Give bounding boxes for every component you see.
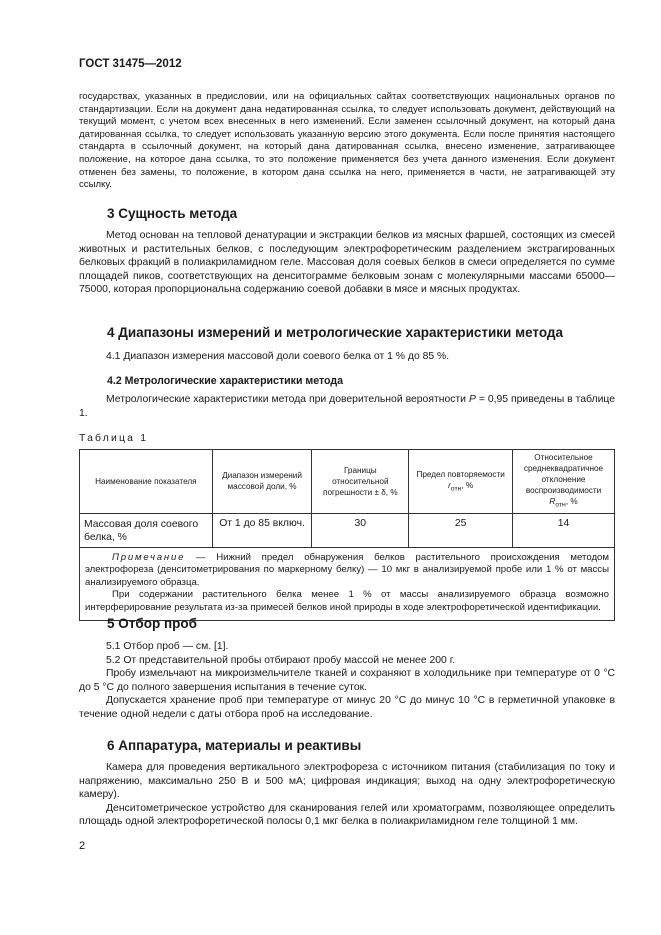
section-5-p3: Пробу измельчают на микроизмельчителе тканей и сохраняют в холодильнике при температуре от 0 °С до 5 °С до полного завершения испытания в течение суток.	[79, 668, 615, 693]
intro-paragraph	[79, 91, 615, 192]
section-5-2: 5.2 От представительной пробы отбирают пробу массой не менее 200 г.	[106, 654, 456, 666]
section-5-body	[79, 640, 615, 722]
section-3-body	[79, 229, 615, 297]
row-range: От 1 до 85 включ.	[212, 513, 312, 547]
row-reproducibility: 14	[513, 513, 615, 547]
section-3-heading: 3 Сущность метода	[107, 206, 238, 221]
section-5-heading: 5 Отбор проб	[107, 616, 197, 631]
section-4-2-text: Метрологические характеристики метода при доверительной вероятности P = 0,95 приведены в таблице 1.	[79, 394, 616, 419]
section-6-body	[79, 761, 615, 829]
note-2: При содержании растительного белка менее 1 % от массы анализируемого образца возможно интерферирование результата из-за примесей белков иной природы в ходе электрофоретической идентификации.	[85, 589, 609, 614]
section-3-paragraph: Метод основан на тепловой денатурации и экстракции белков из мясных фаршей, состоящих из смесей животных и растительных белков, с последующим электрофоретическим разделением экстрагированных белковых фракций в полиакриламидном геле. Массовая доля соевых белков в смеси определяется по сумме площадей пиков, соответствующих на денситограмме белковым зонам с молекулярными массами 65000—75000, которая пропорциональна содержанию соевой добавки в мясе и мясных продуктах.	[79, 230, 615, 296]
section-4-2-heading: 4.2 Метрологические характеристики метода	[107, 375, 343, 387]
section-6-p1: Камера для проведения вертикального электрофореза с источником питания (стабилизация по току и напряжению, максимально 250 В и 500 мА; цифровая индикация; выход на одну электрофоретическую камеру).	[79, 762, 615, 801]
page-number: 2	[79, 840, 86, 852]
row-bounds: 30	[312, 513, 409, 547]
section-5-p4: Допускается хранение проб при температуре от минус 20 °С до минус 10 °С в герметичной упаковке в течение одной недели с даты отбора проб на исследование.	[79, 695, 615, 720]
header-repeatability: Предел повторяемости $r_{отн}$, %	[409, 450, 513, 514]
table-header-row	[80, 450, 615, 514]
header-range: Диапазон измерений массовой доли, %	[212, 450, 312, 514]
table-row	[80, 513, 615, 547]
section-4-1	[79, 350, 615, 364]
table-caption: Таблица 1	[79, 433, 149, 444]
metrology-table	[79, 449, 615, 621]
document-header: ГОСТ 31475—2012	[79, 58, 182, 70]
note-1: Примечание — Нижний предел обнаружения белков растительного происхождения методом электрофореза (денситометрирования по маркерному белку) — 10 мкг в анализируемой пробе или 1 % от массы анализируемого образца.	[85, 551, 609, 588]
header-reproducibility: Относительное среднеквадратичное отклонение воспроизводимости $R_{отн}$, %	[513, 450, 615, 514]
intro-text: государствах, указанных в предисловии, или на официальных сайтах соответствующих национальных органов по стандартизации. Если на документ дана недатированная ссылка, то следует использовать документ, действующий на текущий момент, с учетом всех внесенных в него изменений. Если заменен ссылочный документ, на который дана датированная ссылка, то следует использовать указанную версию этого документа. Если после принятия настоящего стандарта в ссылочный документ, на который дана датированная ссылка, внесено изменение, затрагивающее положение, на которое дана ссылка, то это положение применяется без учета данного изменения. Если документ отменен без замены, то положение, в котором дана ссылка на него, применяется в части, не затрагивающей эту ссылку.	[79, 91, 615, 191]
section-5-1: 5.1 Отбор проб — см. [1].	[106, 641, 229, 652]
header-name: Наименование показателя	[80, 450, 213, 514]
table-notes-row	[80, 547, 615, 620]
row-name: Массовая доля соевого белка, %	[80, 513, 213, 547]
section-6-heading: 6 Аппаратура, материалы и реактивы	[107, 738, 362, 753]
header-bounds: Границы относительной погрешности ± δ, %	[312, 450, 409, 514]
section-4-heading: 4 Диапазоны измерений и метрологические характеристики метода	[107, 325, 563, 340]
section-6-p2: Денситометрическое устройство для сканирования гелей или хроматограмм, позволяющее определить площадь одной электрофоретической полосы 0,1 мкг белка в полиакриламидном геле толщиной 1 мм.	[79, 802, 615, 828]
row-repeatability: 25	[409, 513, 513, 547]
section-4-2-body	[79, 393, 615, 420]
table-notes	[80, 547, 615, 620]
section-4-1-text: 4.1 Диапазон измерения массовой доли соевого белка от 1 % до 85 %.	[106, 351, 450, 362]
